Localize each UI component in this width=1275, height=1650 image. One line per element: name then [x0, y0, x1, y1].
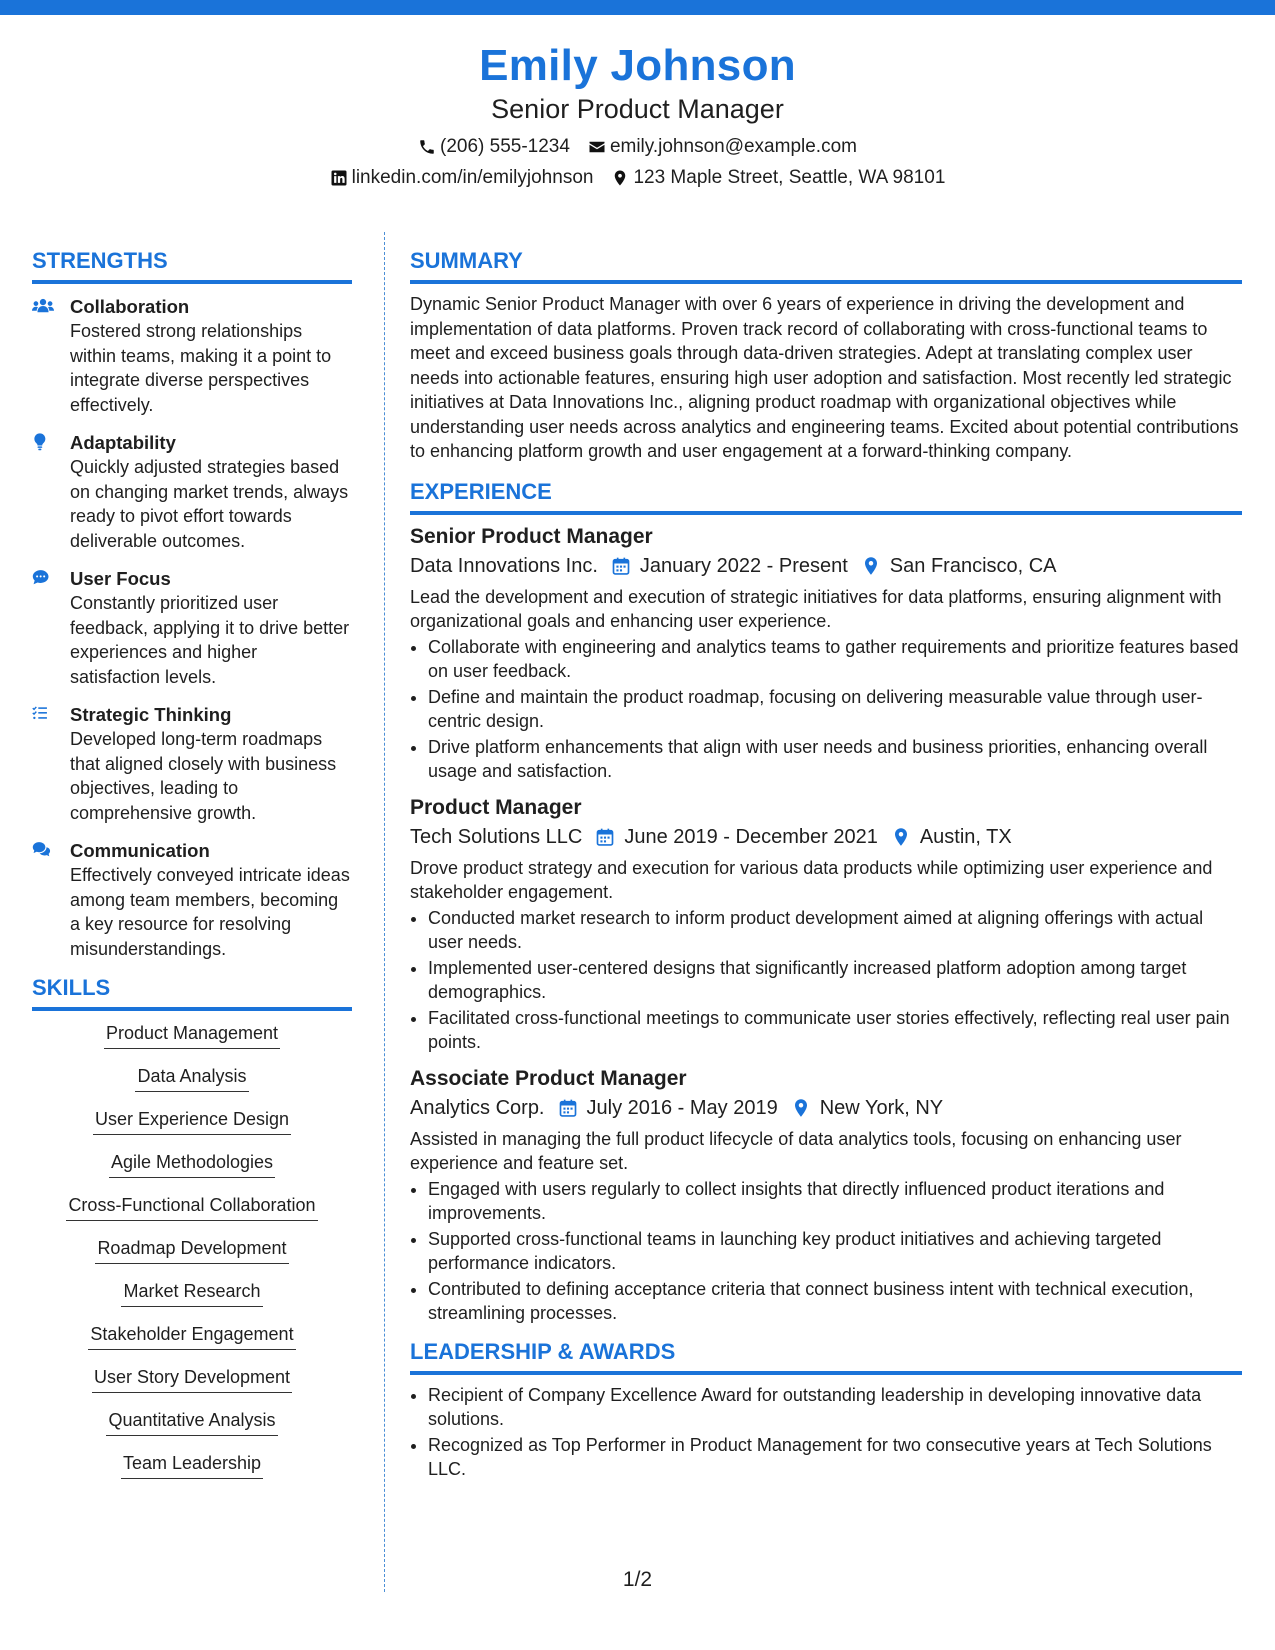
email-contact[interactable] — [588, 135, 857, 159]
strength-item — [32, 702, 352, 825]
email-icon — [588, 138, 606, 156]
list-check-icon — [32, 704, 54, 724]
job-dates: June 2019 - December 2021 — [624, 825, 878, 848]
phone-contact[interactable] — [418, 135, 570, 159]
job-company: Tech Solutions LLC — [410, 825, 583, 848]
candidate-title: Senior Product Manager — [491, 94, 784, 124]
linkedin-text: linkedin.com/in/emilyjohnson — [351, 167, 594, 188]
strengths-heading: STRENGTHS — [32, 247, 352, 284]
job-company: Data Innovations Inc. — [410, 554, 598, 577]
job-bullets — [410, 1177, 1242, 1326]
users-icon — [32, 296, 54, 316]
summary-heading: SUMMARY — [410, 247, 1242, 284]
job-entry — [410, 1065, 1242, 1326]
skill-item: User Experience Design — [93, 1107, 291, 1135]
job-title: Associate Product Manager — [410, 1066, 687, 1090]
job-entry — [410, 794, 1242, 1055]
linkedin-contact[interactable] — [330, 166, 594, 190]
left-column — [32, 247, 352, 1494]
skill-item: Market Research — [121, 1279, 262, 1307]
experience-heading: EXPERIENCE — [410, 478, 1242, 515]
linkedin-icon — [330, 169, 348, 187]
job-bullet: • Engaged with users regularly to collect insights that directly influenced product iterations and improvements. — [428, 1177, 1242, 1226]
job-location: Austin, TX — [919, 825, 1012, 848]
strength-item — [32, 566, 352, 689]
job-meta — [410, 823, 1242, 851]
job-bullet: • Drive platform enhancements that align with user needs and business priorities, enhancing overall usage and satisfaction. — [428, 735, 1242, 784]
strength-desc: Effectively conveyed intricate ideas among team members, becoming a key resource for resolving misunderstandings. — [70, 865, 350, 959]
page-number: 1/2 — [622, 1568, 653, 1591]
right-column — [410, 247, 1242, 1483]
phone-text: (206) 555-1234 — [440, 136, 570, 157]
skill-item: Product Management — [104, 1021, 280, 1049]
job-description: Assisted in managing the full product lifecycle of data analytics tools, focusing on enhancing user experience and feature set. — [410, 1128, 1182, 1173]
job-location: New York, NY — [819, 1096, 944, 1119]
job-location: San Francisco, CA — [889, 554, 1057, 577]
job-bullet: • Facilitated cross-functional meetings to communicate user stories effectively, reflecting real user pain points. — [428, 1006, 1242, 1055]
map-pin-icon — [611, 169, 629, 187]
calendar-icon — [595, 827, 615, 847]
strength-name: Collaboration — [70, 296, 190, 317]
strength-item — [32, 430, 352, 553]
job-entry — [410, 523, 1242, 784]
job-bullet: • Conducted market research to inform product development aimed at aligning offerings with actual user needs. — [428, 906, 1242, 955]
job-bullet: • Supported cross-functional teams in launching key product initiatives and achieving targeted performance indicators. — [428, 1227, 1242, 1276]
calendar-icon — [558, 1098, 578, 1118]
email-text: emily.johnson@example.com — [609, 136, 857, 157]
strength-item — [32, 838, 352, 961]
job-bullet: • Define and maintain the product roadmap, focusing on delivering measurable value through user-centric design. — [428, 685, 1242, 734]
skill-item: Agile Methodologies — [109, 1150, 275, 1178]
skill-item: Quantitative Analysis — [106, 1408, 277, 1436]
strength-name: Strategic Thinking — [70, 704, 232, 725]
job-description: Drove product strategy and execution for various data products while optimizing user experience and stakeholder engagement. — [410, 857, 1213, 902]
location-pin-icon — [891, 827, 911, 847]
strength-item — [32, 294, 352, 417]
job-bullets — [410, 635, 1242, 784]
comment-icon — [32, 568, 54, 588]
skill-item: Data Analysis — [135, 1064, 248, 1092]
strength-desc: Constantly prioritized user feedback, applying it to drive better experiences and higher satisfaction levels. — [70, 593, 350, 687]
job-company: Analytics Corp. — [410, 1096, 545, 1119]
skill-list — [32, 1021, 352, 1494]
resume-header — [0, 40, 1275, 190]
job-meta — [410, 552, 1242, 580]
job-title: Product Manager — [410, 795, 582, 819]
skills-heading: SKILLS — [32, 974, 352, 1011]
address-contact — [611, 166, 945, 190]
top-accent-bar — [0, 0, 1275, 15]
job-meta — [410, 1094, 1242, 1122]
job-dates: July 2016 - May 2019 — [586, 1096, 778, 1119]
comments-icon — [32, 840, 54, 860]
location-pin-icon — [861, 556, 881, 576]
strength-name: Communication — [70, 840, 210, 861]
skill-item: Stakeholder Engagement — [88, 1322, 295, 1350]
skill-item: User Story Development — [92, 1365, 292, 1393]
award-item: • Recipient of Company Excellence Award for outstanding leadership in developing innovative data solutions. — [428, 1383, 1242, 1432]
job-bullet: • Implemented user-centered designs that significantly increased platform adoption among target demographics. — [428, 956, 1242, 1005]
strength-desc: Fostered strong relationships within teams, making it a point to integrate diverse perspectives effectively. — [70, 321, 332, 415]
awards-heading: LEADERSHIP & AWARDS — [410, 1338, 1242, 1375]
lightbulb-icon — [32, 432, 54, 452]
job-title: Senior Product Manager — [410, 524, 653, 548]
phone-icon — [418, 138, 436, 156]
candidate-name: Emily Johnson — [479, 41, 796, 90]
summary-text: Dynamic Senior Product Manager with over 6 years of experience in driving the development and implementation of data platforms. Proven track record of collaborating with cross-functional teams to meet and exceed business goals through data-driven strategies. Adept at translating complex user needs into actionable features, ensuring high user adoption and satisfaction. Most recently led strategic initiatives at Data Innovations Inc., aligning product roadmap with organizational objectives while understanding user needs across analytics and engineering teams. Excited about potential contributions to enhancing platform growth and user engagement at a forward-thinking company. — [410, 294, 1239, 461]
strength-desc: Quickly adjusted strategies based on changing market trends, always ready to pivot effort towards deliverable outcomes. — [70, 457, 349, 551]
job-bullets — [410, 906, 1242, 1055]
job-description: Lead the development and execution of strategic initiatives for data platforms, ensuring alignment with organizational goals and enhancing user experience. — [410, 586, 1222, 631]
skill-item: Team Leadership — [121, 1451, 263, 1479]
strength-name: Adaptability — [70, 432, 176, 453]
job-bullet: • Collaborate with engineering and analytics teams to gather requirements and prioritize features based on user feedback. — [428, 635, 1242, 684]
skill-item: Roadmap Development — [95, 1236, 288, 1264]
job-dates: January 2022 - Present — [639, 554, 848, 577]
skill-item: Cross-Functional Collaboration — [66, 1193, 317, 1221]
column-divider — [384, 232, 385, 1592]
awards-list — [410, 1383, 1242, 1482]
job-bullet: • Contributed to defining acceptance criteria that connect business intent with technical execution, streamlining processes. — [428, 1277, 1242, 1326]
location-pin-icon — [791, 1098, 811, 1118]
strength-name: User Focus — [70, 568, 171, 589]
award-item: • Recognized as Top Performer in Product Management for two consecutive years at Tech Solutions LLC. — [428, 1433, 1242, 1482]
address-text: 123 Maple Street, Seattle, WA 98101 — [633, 167, 946, 188]
contact-row-2 — [0, 166, 1275, 190]
calendar-icon — [611, 556, 631, 576]
strength-desc: Developed long-term roadmaps that aligned closely with business objectives, leading to comprehensive growth. — [70, 729, 337, 823]
contact-row-1 — [0, 135, 1275, 159]
